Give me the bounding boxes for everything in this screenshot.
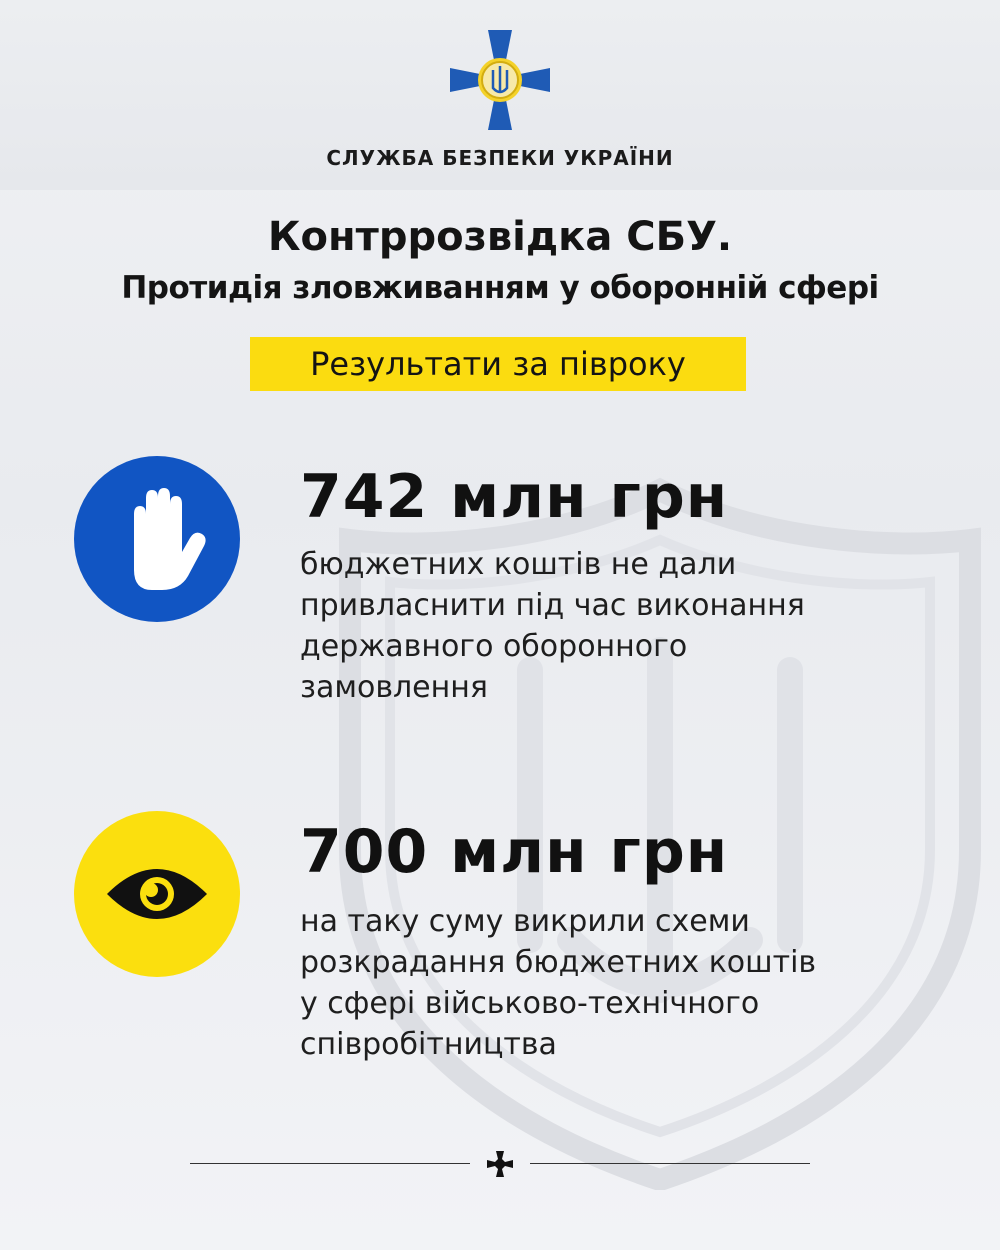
hand-stop-icon (74, 456, 240, 622)
stop-icon-circle (74, 456, 240, 622)
page-subtitle: Протидія зловживанням у оборонній сфері (121, 270, 879, 306)
period-badge: Результати за півроку (250, 337, 746, 391)
description-1-line: замовлення (300, 670, 488, 705)
footer-divider-left (190, 1163, 470, 1164)
description-2-line: співробітництва (300, 1027, 557, 1062)
eye-icon (74, 811, 240, 977)
description-1-line: привласнити під час виконання (300, 588, 805, 623)
description-1-line: державного оборонного (300, 629, 688, 664)
footer-divider-right (530, 1163, 810, 1164)
description-1 (300, 544, 940, 708)
description-2-line: розкрадання бюджетних коштів (300, 945, 817, 980)
description-1-line: бюджетних коштів не дали (300, 547, 737, 582)
description-2-line: у сфері військово-технічного (300, 986, 760, 1021)
amount-742: 742 млн грн (300, 462, 729, 532)
eye-icon-circle (74, 811, 240, 977)
amount-700: 700 млн грн (300, 817, 729, 887)
cross-icon (487, 1151, 513, 1177)
description-2-line: на таку суму викрили схеми (300, 904, 750, 939)
org-name: СЛУЖБА БЕЗПЕКИ УКРАЇНИ (326, 146, 674, 170)
page-title: Контррозвідка СБУ. (267, 214, 733, 260)
description-2 (300, 901, 940, 1065)
sbu-emblem-icon (450, 30, 550, 130)
